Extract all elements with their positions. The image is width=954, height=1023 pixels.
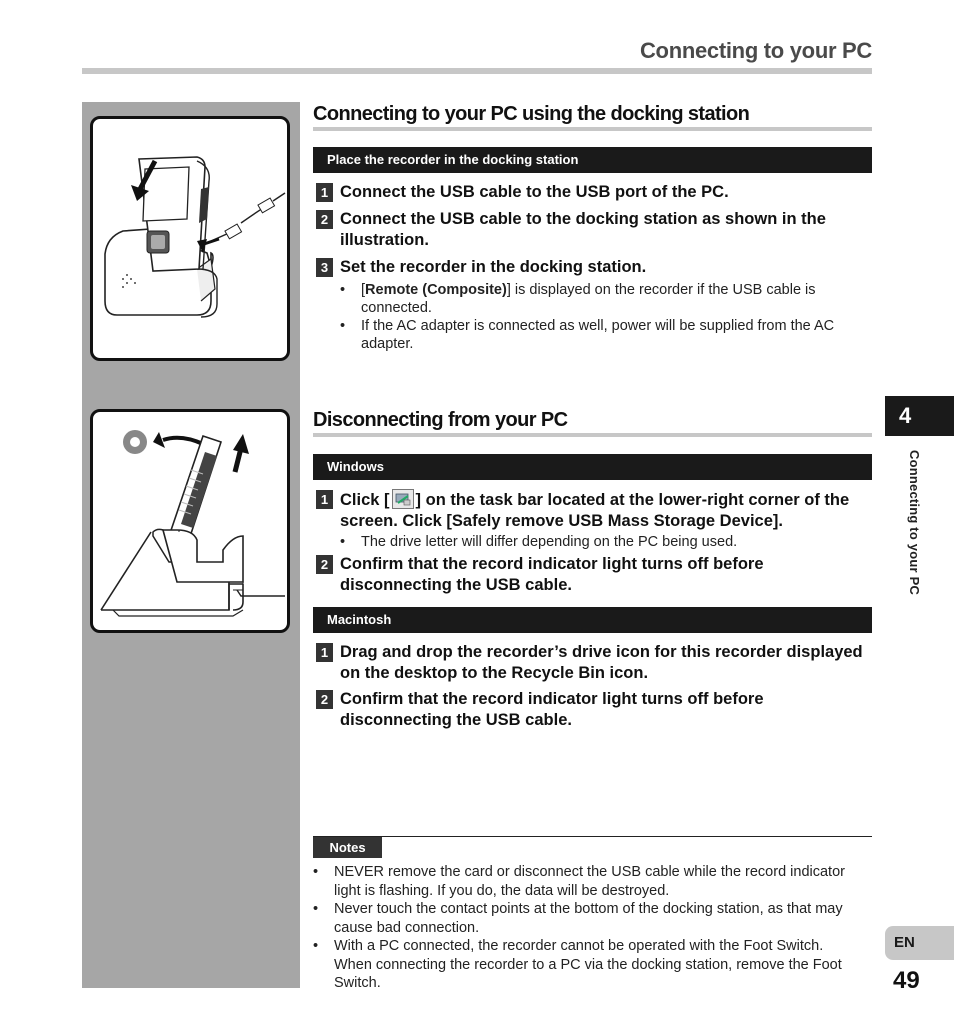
bullet-ac-adapter [340,317,870,353]
step-number: 1 [316,490,333,509]
step-text-part: Click [ [340,491,390,509]
subheading-windows: Windows [313,454,872,480]
bullet-dot: • [340,282,346,298]
bracket-open: [ [361,282,366,298]
safely-remove-label: Safely remove USB Mass Storage Device [451,512,773,530]
chapter-side-label: Connecting to your PC [907,450,922,596]
windows-step-1 [316,489,876,532]
bullet-text: ] is displayed on the recorder if the USB cable is connected. [361,282,816,316]
note-item [313,937,853,993]
header-rule [82,68,872,74]
section-title-disconnecting: Disconnecting from your PC [313,408,872,437]
bullet-text: The drive letter will differ depending on the PC being used. [361,534,738,550]
step-2 [316,209,876,251]
windows-step-2 [316,554,876,596]
remote-composite-label: Remote (Composite) [365,282,507,298]
undock-illustration [90,409,290,633]
step-text: Connect the USB cable to the docking station as shown in the illustration. [340,210,826,249]
bullet-dot: • [313,901,319,917]
step-text-part: ] on the task bar located at the lower-right corner of the screen. Click [ [340,491,850,530]
bullet-dot: • [340,318,346,334]
subheading-macintosh: Macintosh [313,607,872,633]
step-text: Connect the USB cable to the USB port of the PC. [340,183,729,201]
bullet-drive-letter [340,533,870,551]
mac-step-1 [316,642,876,684]
bullet-dot: • [313,864,319,880]
step-text: Confirm that the record indicator light turns off before disconnecting the USB cable. [340,690,764,729]
bullet-dot: • [340,534,346,550]
note-text: Never touch the contact points at the bottom of the docking station, as that may cause bad connection. [334,901,843,936]
note-text: NEVER remove the card or disconnect the USB cable while the record indicator light is flashing. If you do, the data will be destroyed. [334,864,845,899]
step-1 [316,182,876,203]
step-number: 2 [316,210,333,229]
notes-label: Notes [313,837,382,858]
section-title-docking: Connecting to your PC using the docking station [313,102,872,131]
step-number: 2 [316,690,333,709]
note-text: With a PC connected, the recorder cannot be operated with the Foot Switch. When connecting the recorder to a PC via the docking station, remove the Foot Switch. [334,938,842,991]
safely-remove-hardware-icon [392,489,414,509]
bullet-remote-composite [340,281,870,317]
step-number: 2 [316,555,333,574]
chapter-tab: 4 [885,396,954,436]
step-text-part: ]. [772,512,783,530]
step-number: 1 [316,643,333,662]
notes-rule [313,836,872,837]
page-header-title: Connecting to your PC [639,38,872,63]
step-3 [316,257,876,278]
step-number: 3 [316,258,333,277]
note-item [313,900,853,937]
language-tab: EN [885,926,954,960]
step-number: 1 [316,183,333,202]
step-text: Set the recorder in the docking station. [340,258,647,276]
bullet-dot: • [313,938,319,954]
note-item [313,863,853,900]
page-number: 49 [893,967,920,994]
step-text [340,489,876,532]
docking-station-illustration [90,116,290,361]
subheading-place-recorder: Place the recorder in the docking station [313,147,872,173]
step-text: Confirm that the record indicator light turns off before disconnecting the USB cable. [340,555,764,594]
step-text: Drag and drop the recorder’s drive icon for this recorder displayed on the desktop to the Recycle Bin icon. [340,643,863,682]
bullet-text: If the AC adapter is connected as well, power will be supplied from the AC adapter. [361,318,835,352]
mac-step-2 [316,689,876,731]
